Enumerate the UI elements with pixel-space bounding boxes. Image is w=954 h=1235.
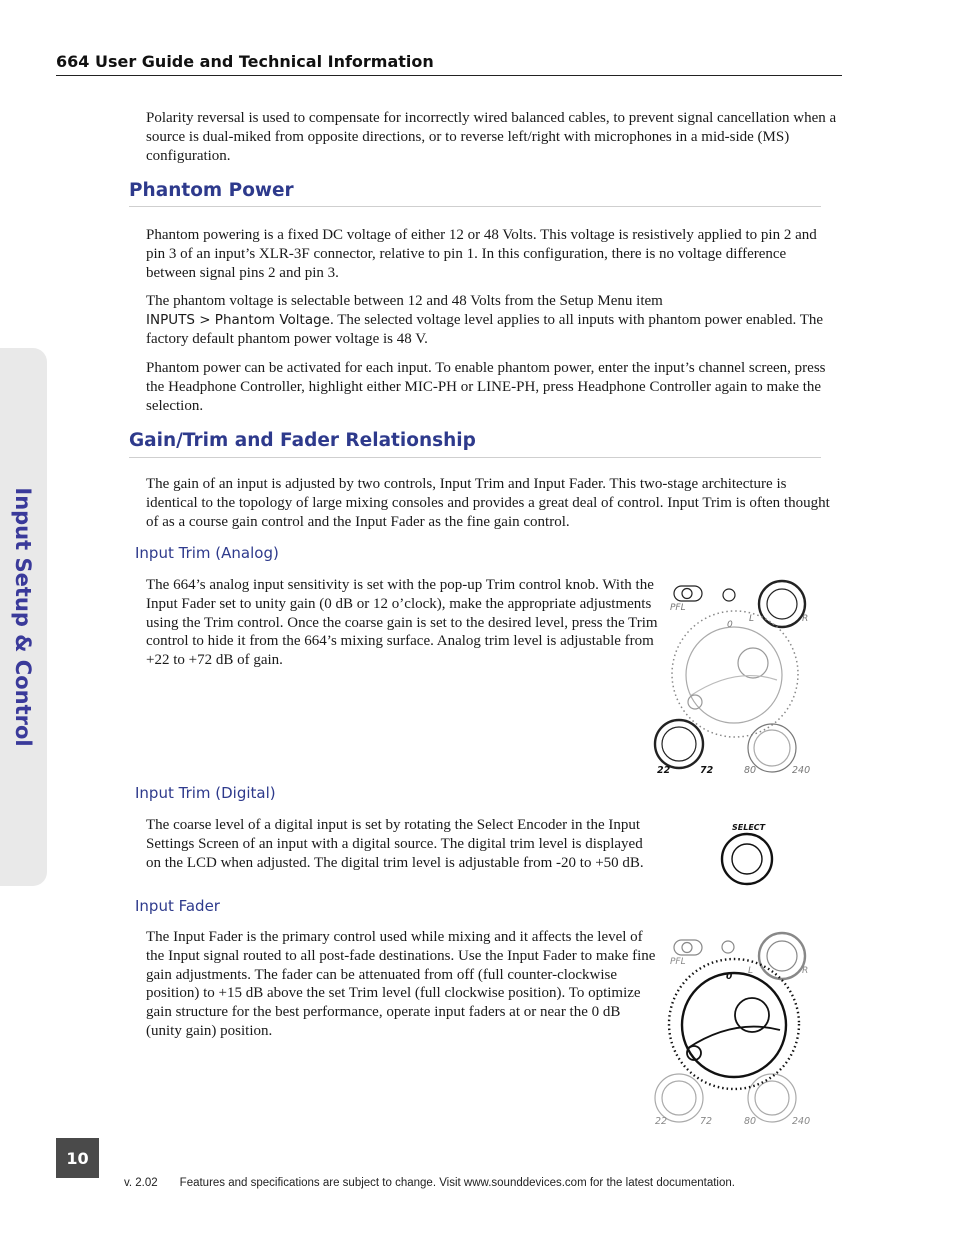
phantom-menu-path: INPUTS > Phantom Voltage: [146, 311, 330, 328]
pfl-label: PFL: [670, 603, 686, 613]
zero-db-label: 0: [727, 620, 733, 630]
trim-max-label: 72: [700, 1116, 713, 1127]
right-label: R: [802, 966, 809, 976]
select-encoder-illustration: [712, 818, 784, 890]
analog-trim-control-illustration: [652, 578, 817, 778]
page-number: 10: [56, 1138, 99, 1178]
hpf-max-label: 240: [792, 765, 811, 776]
page-header-title: 664 User Guide and Technical Information: [56, 52, 434, 71]
trim-min-label: 22: [655, 1116, 668, 1127]
footer-note: Features and specifications are subject to change. Visit www.sounddevices.com for the latest documentation.: [179, 1177, 735, 1189]
version-label: v. 2.02: [124, 1177, 158, 1189]
trim-max-label: 72: [700, 765, 714, 776]
zero-db-label: 0: [726, 972, 733, 982]
phantom-p2-start: The phantom voltage is selectable between 12 and 48 Volts from the Setup Menu item: [146, 293, 663, 309]
section-side-tab-label: Input Setup & Control: [11, 487, 35, 747]
phantom-power-heading: Phantom Power: [129, 180, 294, 201]
select-encoder-label: SELECT: [732, 823, 766, 832]
phantom-paragraph-3: Phantom power can be activated for each input. To enable phantom power, enter the input’s channel screen, press the Headphone Controller, highlight either MIC-PH or LINE-PH, press Headphone Controller again to make the selection.: [146, 360, 826, 414]
input-fader-paragraph: The Input Fader is the primary control used while mixing and it affects the level of the Input signal routed to all post-fade destinations. Use the Input Fader to make fine gain adjustments. The fader can be attenuated from off (full counter-clockwise position) to +15 dB above the set Trim level (full clockwise position). To optimize gain structure for the best performance, operate input faders at or near the 0 dB (unity gain) position.: [146, 929, 656, 1039]
input-trim-digital-heading: Input Trim (Digital): [135, 784, 276, 802]
input-trim-digital-paragraph: The coarse level of a digital input is set by rotating the Select Encoder in the Input Settings Screen of an input with a digital source. The digital trim level is displayed on the LCD when adjusted. The digital trim level is adjustable from -20 to +50 dB.: [146, 817, 644, 871]
input-fader-heading: Input Fader: [135, 897, 220, 915]
heading-rule: [129, 206, 821, 207]
phantom-p2-end: . The selected voltage level applies to all inputs with phantom power enabled. The factory default phantom power voltage is 48 V.: [146, 311, 824, 347]
left-label: L: [748, 966, 754, 976]
hpf-max-label: 240: [792, 1116, 811, 1127]
header-rule: [56, 75, 842, 76]
footer: [124, 1177, 735, 1189]
phantom-paragraph-1: Phantom powering is a fixed DC voltage of either 12 or 48 Volts. This voltage is resistively applied to pin 2 and pin 3 of an input’s XLR-3F connector, relative to pin 1. In this configuration, there is no voltage difference between signal pins 2 and pin 3.: [146, 227, 817, 281]
gain-trim-heading: Gain/Trim and Fader Relationship: [129, 430, 476, 451]
phantom-paragraph-2: [146, 292, 838, 348]
hpf-min-label: 80: [744, 765, 757, 776]
hpf-min-label: 80: [744, 1116, 757, 1127]
input-trim-analog-paragraph: The 664’s analog input sensitivity is set with the pop-up Trim control knob. With the Input Fader set to unity gain (0 dB or 12 o’clock), make the appropriate adjustments using the Trim control. Once the coarse gain is set to the desired level, press the Trim control to hide it from the 664’s mixing surface. Analog trim level is adjustable from +22 to +72 dB of gain.: [146, 577, 658, 669]
polarity-paragraph: Polarity reversal is used to compensate for incorrectly wired balanced cables, to prevent signal cancellation when a source is dual-miked from opposite directions, or to reverse left/right with microphones in a mid-side (MS) configuration.: [146, 110, 837, 164]
input-fader-control-illustration: [652, 930, 817, 1130]
heading-rule: [129, 457, 821, 458]
pfl-label: PFL: [670, 957, 686, 967]
trim-min-label: 22: [657, 765, 671, 776]
input-trim-analog-heading: Input Trim (Analog): [135, 544, 279, 562]
right-label: R: [802, 614, 809, 624]
left-label: L: [749, 614, 755, 624]
gain-paragraph: The gain of an input is adjusted by two controls, Input Trim and Input Fader. This two-stage architecture is identical to the topology of large mixing consoles and provides a great deal of control. Input Trim is often thought of as a course gain control and the Input Fader as the fine gain control.: [146, 476, 830, 530]
